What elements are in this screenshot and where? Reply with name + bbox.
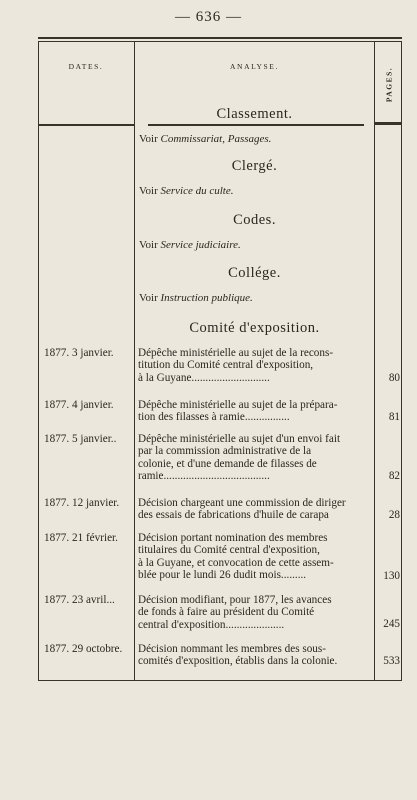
section-title: Clergé. — [231, 158, 278, 174]
section-title: Collége. — [228, 265, 281, 281]
header-rule-pages — [374, 122, 402, 125]
section-title: Codes. — [233, 212, 276, 228]
header-pages: PAGES. — [384, 66, 394, 103]
entry-date: 1877. 21 février. — [44, 532, 118, 544]
column-divider-right — [401, 41, 402, 680]
page-number: — 636 — — [175, 9, 242, 25]
section-reference: Voir Instruction publique. — [139, 292, 253, 304]
entry-date: 1877. 4 janvier. — [44, 399, 114, 411]
bottom-rule — [38, 680, 402, 681]
entry-text: Décision portant nomination des membres titulaires du Comité central d'exposition, à la Guyane, et convocation de cette assem- blée pour le lundi 26 dudit mois......... — [138, 532, 334, 582]
entry-page: 80 — [388, 372, 400, 384]
entry-date: 1877. 29 octobre. — [44, 643, 123, 655]
section-reference: Voir Service du culte. — [139, 185, 234, 197]
entry-page: 533 — [383, 655, 400, 667]
entry-date: 1877. 12 janvier. — [44, 497, 120, 509]
entry-text: Décision nommant les membres des sous- comités d'exposition, établis dans la colonie. — [138, 643, 338, 668]
entry-text: Dépêche ministérielle au sujet de la prépara- tion des filasses à ramie................ — [138, 399, 338, 424]
column-divider-left — [38, 41, 39, 680]
column-divider-dates — [134, 41, 135, 680]
entry-date: 1877. 23 avril... — [44, 594, 115, 606]
section-title: Comité d'exposition. — [189, 320, 320, 336]
entry-date: 1877. 3 janvier. — [44, 347, 114, 359]
entry-page: 82 — [388, 470, 400, 482]
header-rule-dates — [38, 124, 134, 126]
entry-page: 81 — [388, 411, 400, 423]
section-reference: Voir Service judiciaire. — [139, 239, 241, 251]
entry-text: Décision chargeant une commission de diriger des essais de fabrications d'huile de carapa — [138, 497, 346, 522]
entry-text: Dépêche ministérielle au sujet de la recons- titution du Comité central d'exposition, à la Guyane............................ — [138, 347, 334, 384]
section-reference: Voir Commissariat, Passages. — [139, 133, 272, 145]
entry-page: 245 — [383, 618, 400, 630]
top-rule — [38, 37, 402, 39]
entry-text: Décision modifiant, pour 1877, les avances de fonds à faire au président du Comité central d'exposition..................... — [138, 594, 332, 631]
section-title: Classement. — [216, 106, 293, 122]
header-analyse: ANALYSE. — [230, 62, 279, 71]
entry-text: Dépêche ministérielle au sujet d'un envoi fait par la commission administrative de la colonie, et d'une demande de filasses de ramie...................................... — [138, 433, 341, 483]
index-table — [38, 37, 402, 680]
entry-page: 130 — [383, 570, 400, 582]
header-rule-analyse — [148, 124, 364, 126]
header-dates: DATES. — [68, 62, 104, 71]
column-divider-pages — [374, 41, 375, 680]
entry-date: 1877. 5 janvier.. — [44, 433, 117, 445]
entry-page: 28 — [388, 509, 400, 521]
